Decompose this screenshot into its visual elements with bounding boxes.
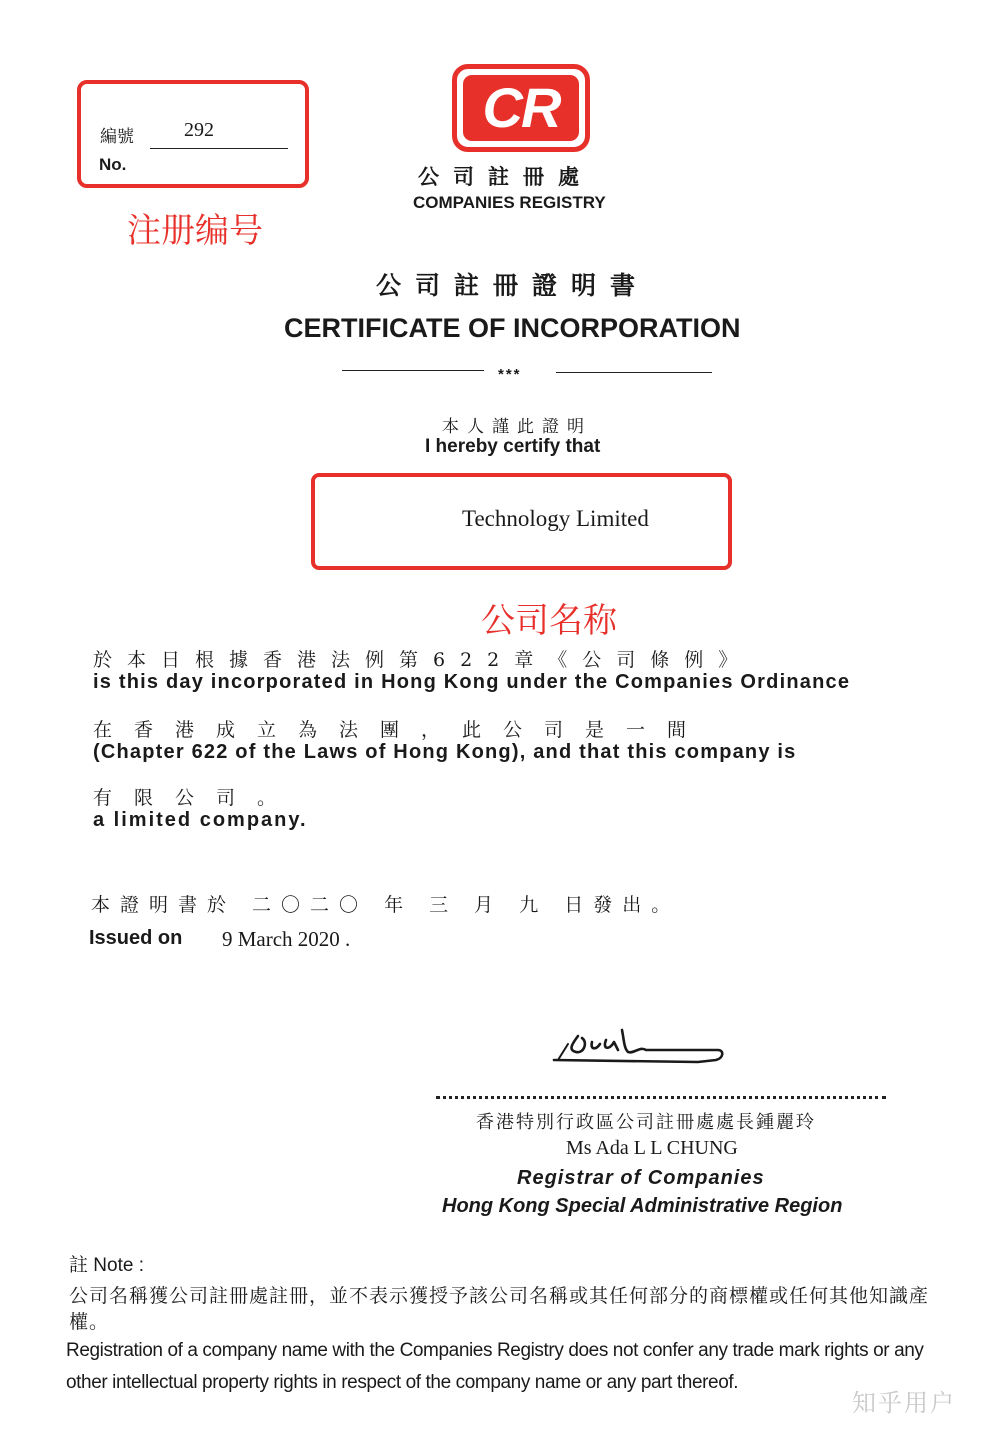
issued-text-zh: 本證明書於 二〇二〇 年 三 月 九 日發出。 [91, 894, 681, 916]
body-line3-en: a limited company. [93, 809, 308, 831]
issued-label: Issued on [89, 927, 183, 949]
certificate-title-en: CERTIFICATE OF INCORPORATION [284, 313, 741, 343]
logo-badge [463, 75, 579, 141]
ornament-rule-right [556, 372, 712, 373]
signature-dotted-line [436, 1096, 886, 1099]
registrar-name: Ms Ada L L CHUNG [566, 1137, 738, 1159]
issued-date: 9 March 2020 . [222, 927, 351, 951]
registry-name-zh: 公司註冊處 [418, 164, 593, 189]
companies-registry-logo [452, 64, 590, 152]
company-name-annotation: 公司名称 [481, 602, 617, 640]
registration-label-zh: 編號 [100, 127, 134, 147]
body-line2-zh: 在香港成立為法團，此公司是一間 [93, 719, 709, 741]
body-line3-zh: 有限公司。 [93, 787, 299, 809]
watermark: 知乎用户 [852, 1390, 956, 1417]
registration-number: 292 [184, 119, 214, 141]
certify-text-en: I hereby certify that [425, 436, 601, 457]
registry-name-en: COMPANIES REGISTRY [413, 193, 606, 212]
registrar-title: Registrar of Companies [517, 1167, 765, 1189]
note-text-zh: 公司名稱獲公司註冊處註冊，並不表示獲授予該公司名稱或其任何部分的商標權或任何其他知識產權。 [69, 1285, 930, 1333]
body-line2-en: (Chapter 622 of the Laws of Hong Kong), and that this company is [93, 741, 797, 763]
logo-text: CR [482, 76, 560, 139]
ornament-rule-left [342, 370, 484, 371]
registrar-region: Hong Kong Special Administrative Region [442, 1195, 843, 1217]
registration-annotation: 注册编号 [127, 212, 263, 250]
registrar-signature [548, 1020, 728, 1076]
registration-label-en: No. [99, 155, 127, 174]
registration-underline [150, 148, 288, 149]
ornament-stars: *** [498, 366, 522, 383]
note-label: 註 Note : [69, 1255, 144, 1276]
note-text-en: Registration of a company name with the Companies Registry does not confer any trade mark rights or any other intellectual property rights in respect of the company name or any part thereof. [66, 1340, 924, 1393]
certify-text-zh: 本人謹此證明 [442, 417, 592, 437]
body-line1-en: is this day incorporated in Hong Kong under the Companies Ordinance [93, 671, 851, 693]
company-name: Technology Limited [462, 506, 649, 531]
registrar-text-zh: 香港特別行政區公司註冊處處長鍾麗玲 [476, 1112, 816, 1133]
certificate-title-zh: 公司註冊證明書 [376, 271, 650, 300]
body-line1-zh: 於本日根據香港法例第622章《公司條例》 [93, 649, 753, 671]
